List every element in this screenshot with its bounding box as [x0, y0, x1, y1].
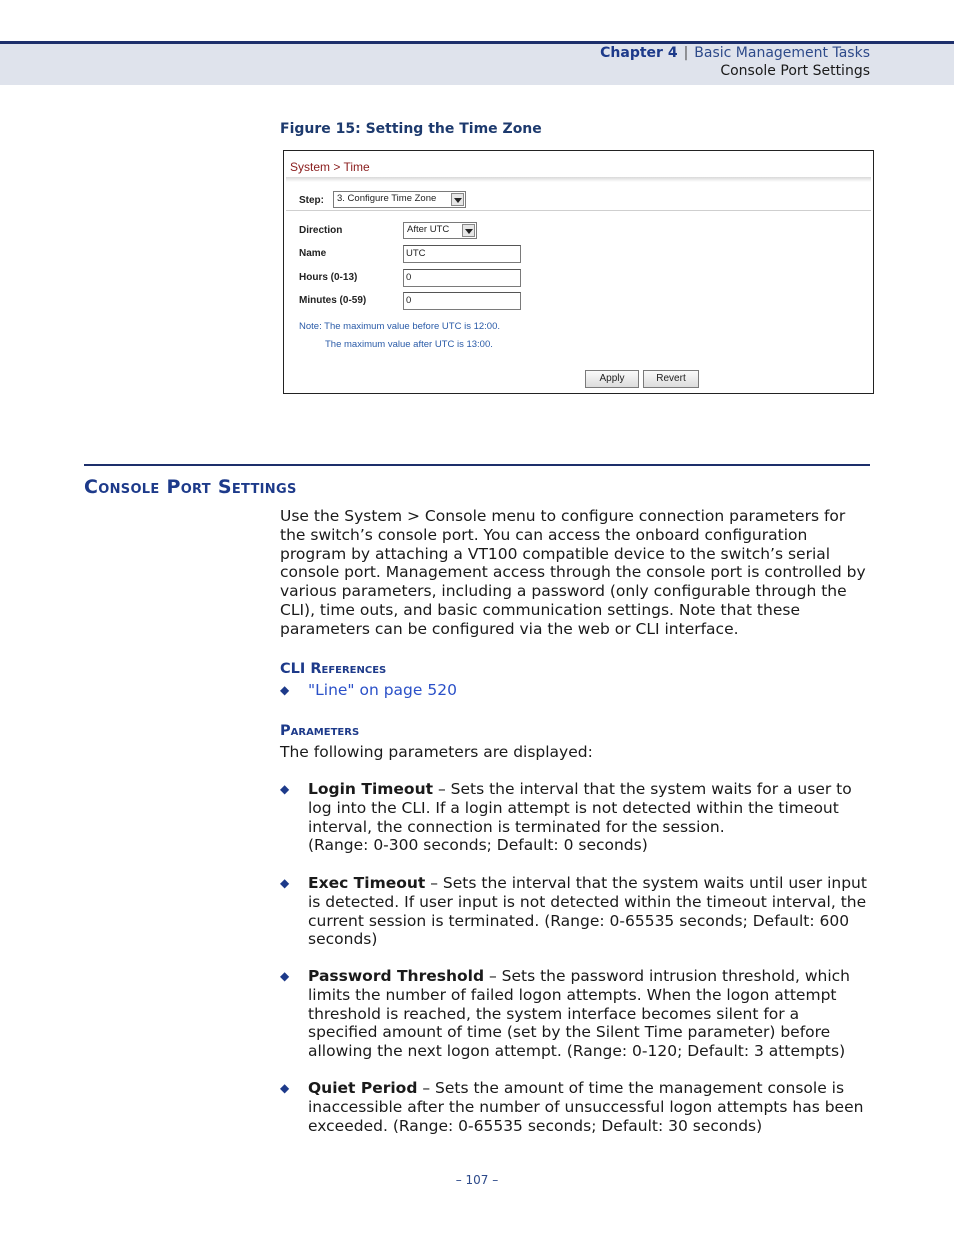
direction-select-value: After UTC: [407, 224, 450, 235]
bullet-diamond-icon: ◆: [280, 782, 290, 796]
param-name: Login Timeout: [308, 780, 434, 798]
direction-select[interactable]: [403, 222, 477, 239]
param-desc: – Sets the interval that the system waits for a user to log into the CLI. If a login attempt is not detected within the timeout interval, the connection is terminated for the session.: [308, 780, 852, 836]
header-chapter-line: [600, 45, 870, 61]
param-name: Exec Timeout: [308, 874, 426, 892]
cli-references-heading: CLI References: [280, 661, 387, 677]
section-divider: [84, 464, 870, 466]
param-desc: – Sets the password intrusion threshold, which limits the number of failed logon attempts. When the logon attempt threshold is reached, the system interface becomes silent for a specified amount of time (set by the Silent Time parameter) before allowing the next logon attempt. (Range: 0-120; Default: 3 attempts): [308, 967, 851, 1061]
header-section-title: Console Port Settings: [720, 63, 870, 79]
section-heading: Console Port Settings: [84, 476, 297, 498]
bullet-diamond-icon: ◆: [280, 683, 290, 697]
direction-label: Direction: [299, 225, 343, 236]
bullet-diamond-icon: ◆: [280, 1081, 290, 1095]
screenshot-breadcrumb: System > Time: [290, 160, 370, 174]
note-line-1: Note: The maximum value before UTC is 12:00.: [299, 321, 500, 332]
step-divider: [286, 210, 871, 211]
param-quiet-period: [308, 1079, 870, 1135]
parameters-intro: The following parameters are displayed:: [280, 743, 593, 761]
param-password-threshold: [308, 967, 870, 1061]
chapter-title: Basic Management Tasks: [694, 45, 870, 61]
step-select-value: 3. Configure Time Zone: [337, 193, 437, 204]
param-desc: – Sets the interval that the system waits until user input is detected. If user input is not detected within the timeout interval, the current session is terminated. (Range: 0-65535 seconds; Default: 600 seconds): [308, 874, 867, 949]
param-name: Password Threshold: [308, 967, 485, 985]
step-label: Step:: [299, 195, 324, 206]
param-range: (Range: 0-300 seconds; Default: 0 seconds): [308, 836, 648, 855]
param-login-timeout: [308, 780, 870, 855]
page-number: – 107 –: [455, 1173, 499, 1187]
name-input[interactable]: UTC: [403, 245, 521, 263]
figure-caption: Figure 15: Setting the Time Zone: [280, 121, 542, 137]
bullet-diamond-icon: ◆: [280, 969, 290, 983]
header-separator: |: [683, 45, 689, 61]
name-label: Name: [299, 248, 327, 259]
chapter-label: Chapter 4: [600, 45, 678, 61]
revert-button[interactable]: Revert: [643, 370, 699, 388]
param-desc: – Sets the amount of time the management console is inaccessible after the number of unsuccessful logon attempts has been exceeded. (Range: 0-65535 seconds; Default: 30 seconds): [308, 1079, 864, 1135]
cli-reference-link[interactable]: "Line" on page 520: [308, 681, 457, 699]
minutes-input[interactable]: 0: [403, 292, 521, 310]
parameters-heading: Parameters: [280, 723, 360, 739]
step-select[interactable]: [333, 191, 466, 208]
chevron-down-icon: [462, 224, 475, 237]
bullet-diamond-icon: ◆: [280, 876, 290, 890]
title-divider: [286, 177, 871, 182]
hours-input[interactable]: 0: [403, 269, 521, 287]
intro-paragraph: Use the System > Console menu to configure connection parameters for the switch’s console port. You can access the onboard configuration program by attaching a VT100 compatible device to the switch’s serial console port. Management access through the console port is controlled by various parameters, including a password (only configurable through the CLI), time outs, and basic communication settings. Note that these parameters can be configured via the web or CLI interface.: [280, 507, 866, 638]
chevron-down-icon: [451, 193, 464, 206]
hours-label: Hours (0-13): [299, 272, 358, 283]
param-name: Quiet Period: [308, 1079, 418, 1097]
apply-button[interactable]: Apply: [585, 370, 639, 388]
param-exec-timeout: [308, 874, 870, 949]
note-line-2: The maximum value after UTC is 13:00.: [325, 339, 493, 350]
minutes-label: Minutes (0-59): [299, 295, 367, 306]
time-zone-screenshot: [283, 150, 874, 394]
